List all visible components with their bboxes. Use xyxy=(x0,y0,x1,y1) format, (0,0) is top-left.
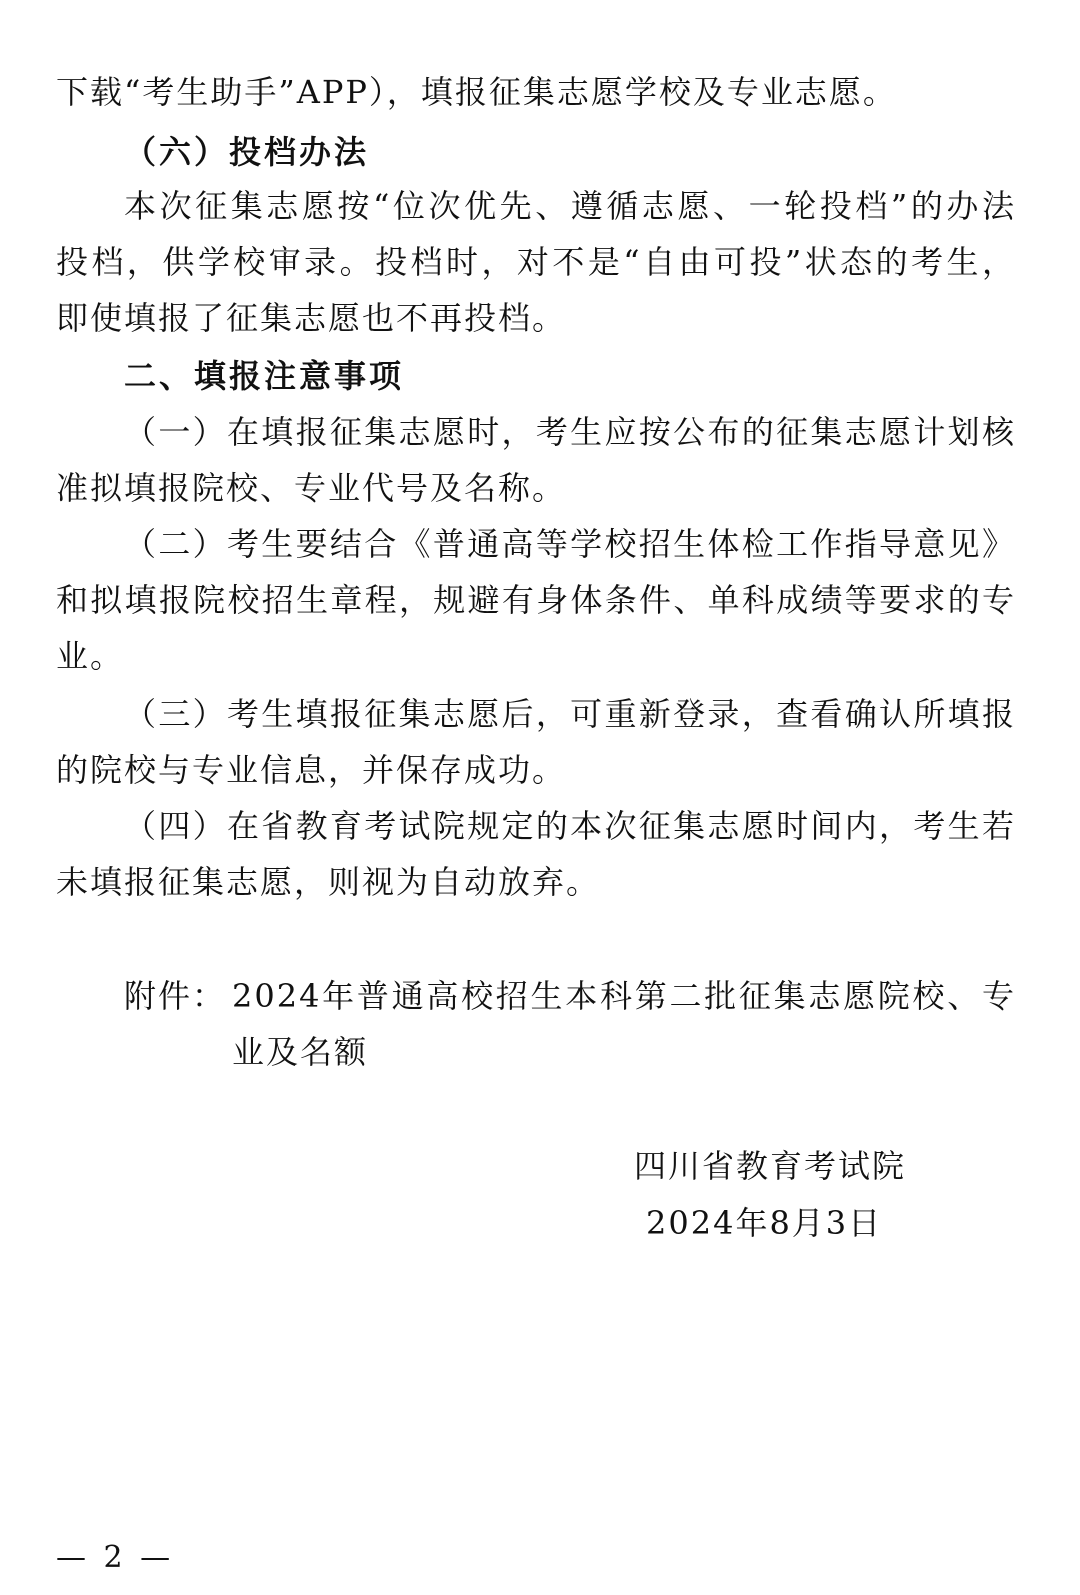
section-heading-six: （六）投档办法 xyxy=(124,133,370,171)
paragraph-line: （一）在填报征集志愿时，考生应按公布的征集志愿计划核 xyxy=(124,413,1016,451)
paragraph-line: （二）考生要结合《普通高等学校招生体检工作指导意见》 xyxy=(124,525,1016,563)
paragraph-line: 准拟填报院校、专业代号及名称。 xyxy=(56,469,567,507)
paragraph-line: 下载“考生助手”APP），填报征集志愿学校及专业志愿。 xyxy=(56,73,897,111)
section-heading-two: 二、填报注意事项 xyxy=(124,357,405,395)
page-number: — 2 — xyxy=(56,1540,175,1575)
issue-date: 2024年8月3日 xyxy=(646,1204,883,1242)
paragraph-line: 业。 xyxy=(56,637,125,675)
attachment-title-line: 2024年普通高校招生本科第二批征集志愿院校、专 xyxy=(232,977,1016,1015)
attachment-label: 附件： xyxy=(124,977,227,1015)
paragraph-line: 本次征集志愿按“位次优先、遵循志愿、一轮投档”的办法 xyxy=(124,187,1016,225)
paragraph-line: 即使填报了征集志愿也不再投档。 xyxy=(56,299,567,337)
paragraph-line: 投档，供学校审录。投档时，对不是“自由可投”状态的考生， xyxy=(56,243,1016,281)
paragraph-line: （三）考生填报征集志愿后，可重新登录，查看确认所填报 xyxy=(124,695,1016,733)
paragraph-line: 的院校与专业信息，并保存成功。 xyxy=(56,751,567,789)
issuing-organization: 四川省教育考试院 xyxy=(634,1147,907,1185)
paragraph-line: （四）在省教育考试院规定的本次征集志愿时间内，考生若 xyxy=(124,807,1016,845)
paragraph-line: 和拟填报院校招生章程，规避有身体条件、单科成绩等要求的专 xyxy=(56,581,1016,619)
paragraph-line: 未填报征集志愿，则视为自动放弃。 xyxy=(56,863,601,901)
attachment-title-line: 业及名额 xyxy=(232,1033,369,1071)
